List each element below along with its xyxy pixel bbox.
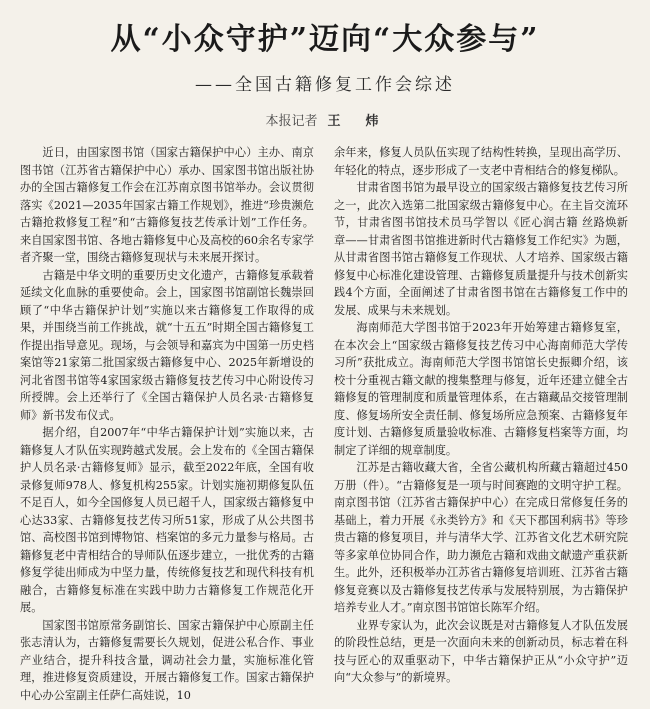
- paragraph: 甘肃省图书馆为最早设立的国家级古籍修复技艺传习所之一，此次入选第二批国家级古籍修复中心。在主旨交流环节，甘肃省图书馆技术员马学智以《匠心润古籍 丝路焕新章——甘肃省图书馆推进新时代古籍修复工作纪实》为题，从甘肃省图书馆古籍修复工作现状、人才培养、国家级古籍修复中心标准化建设管理、古籍修复质量提升与技术创新实践4个方面，全面阐述了甘肃省图书馆在古籍修复工作中的发展、成果与未来规划。: [334, 181, 628, 317]
- paragraph: 余年来，修复人员队伍实现了结构性转换，呈现出高学历、年轻化的特点，逐步形成了一支老中青相结合的修复梯队。: [334, 146, 628, 177]
- paragraph: 海南师范大学图书馆于2023年开始筹建古籍修复室，在本次会上“国家级古籍修复技艺传习中心海南师范大学传习所”获批成立。海南师范大学图书馆馆长史振卿介绍，该校十分重视古籍文献的搜集整理与修复，近年还建立健全古籍修复的管理制度和质量管理体系，在古籍藏品交接管理制度、修复场所安全责任制、修复场所应急预案、古籍修复年度计划、古籍修复质量验收标准、古籍修复档案等方面，均制定了详细的规章制度。: [334, 321, 628, 457]
- paragraph: 据介绍，自2007年“中华古籍保护计划”实施以来，古籍修复人才队伍实现跨越式发展。会上发布的《全国古籍保护人员名录·古籍修复师》显示，截至2022年底，全国有收录修复师978人、修复机构255家。计划实施初期修复队伍不足百人，如今全国修复人员已超千人，国家级古籍修复中心达33家、古籍修复技艺传习所51家，形成了从公共图书馆、高校图书馆到博物馆、档案馆的多元力量参与格局。古籍修复老中青相结合的导师队伍逐步建立，一批优秀的古籍修复学徒出师成为中坚力量，传统修复技艺和现代科技有机融合，古籍修复标准在实践中助力古籍修复工作规范化开展。: [20, 426, 314, 614]
- paragraph: 国家图书馆原常务副馆长、国家古籍保护中心原副主任张志清认为，古籍修复需要长久规划，促进公私合作、事业产业结合，提升科技含量，调动社会力量，实施标准化管理，推进修复资质建设，开展古籍修复工作。国家古籍保护中心办公室副主任萨仁高娃说，10: [20, 618, 314, 702]
- paragraph: 江苏是古籍收藏大省，全省公藏机构所藏古籍超过450万册（件）。“古籍修复是一项与时间赛跑的文明守护工程。南京图书馆（江苏省古籍保护中心）在完成日常修复任务的基础上，着力开展《永类钤方》和《天下郡国利病书》等珍贵古籍的修复项目，并与清华大学、江苏省文化艺术研究院等多家单位协同合作，助力濒危古籍和戏曲文献遗产重获新生。此外，还积极举办江苏省古籍修复培训班、江苏省古籍修复竞赛以及古籍修复技艺传承与发展特别展，为古籍保护培养专业人才。”南京图书馆馆长陈军介绍。: [334, 461, 628, 614]
- paragraph: 古籍是中华文明的重要历史文化遗产，古籍修复承载着延续文化血脉的重要使命。会上，国家图书馆副馆长魏崇回顾了“中华古籍保护计划”实施以来古籍修复工作取得的成果，并围绕当前工作挑战，就“十五五”时期全国古籍修复工作提出指导意见。现场，与会领导和嘉宾为中国第一历史档案馆等21家第二批国家级古籍修复中心、2025年新增设的河北省图书馆等4家国家级古籍修复技艺传习中心附设传习所授牌。会上还举行了《全国古籍保护人员名录·古籍修复师》新书发布仪式。: [20, 268, 314, 422]
- paragraph: 业界专家认为，此次会议既是对古籍修复人才队伍发展的阶段性总结，更是一次面向未来的创新动员，标志着在科技与匠心的双重驱动下，中华古籍保护正从“小众守护”迈向“大众参与”的新境界。: [334, 618, 628, 684]
- byline-role: 本报记者: [265, 114, 318, 129]
- paragraph: 近日，由国家图书馆（国家古籍保护中心）主办、南京图书馆（江苏省古籍保护中心）承办、国家图书馆出版社协办的全国古籍修复工作会在江苏南京图书馆举办。会议贯彻落实《2021—2035年国家古籍工作规划》，推进“珍贵濒危古籍抢救修复工程”和“古籍修复技艺传承计划”工作任务。来自国家图书馆、各地古籍修复中心及高校的60余名专家学者齐聚一堂，围绕古籍修复现状与未来展开探讨。: [20, 146, 314, 264]
- right-column: [334, 144, 628, 704]
- left-column: [20, 144, 314, 704]
- byline-name: 王 炜: [327, 114, 385, 129]
- byline: [0, 110, 650, 129]
- article-subtitle: ——全国古籍修复工作会综述: [195, 75, 455, 95]
- article-title: 从“小众守护”迈向“大众参与”: [110, 22, 540, 57]
